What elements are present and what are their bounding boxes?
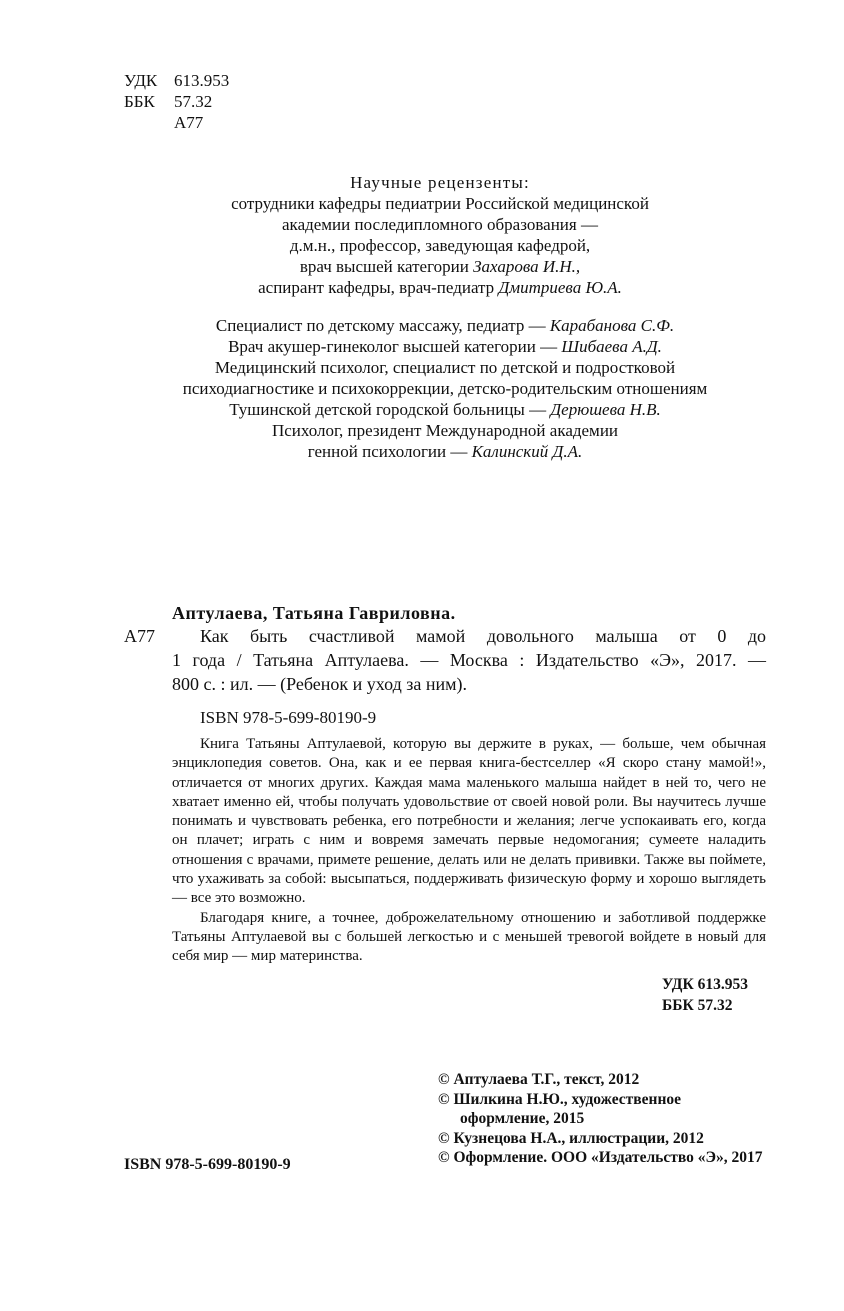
bibliography-entry [172, 624, 766, 696]
classification-codes [124, 70, 229, 133]
udk-value: 613.953 [174, 71, 230, 90]
reviewers-block [130, 172, 750, 298]
reviewers-line: сотрудники кафедры педиатрии Российской медицинской [231, 194, 649, 213]
annotation [172, 735, 766, 967]
reviewer-role: врач высшей категории [299, 257, 474, 276]
reviewer-role: аспирант кафедры, врач-педиатр [258, 278, 499, 297]
specialist-role: Психолог, президент Международной академии [271, 421, 619, 440]
specialist-line [120, 378, 770, 399]
reviewer-name: Захарова И.Н., [473, 257, 581, 276]
bibliography-line: 1 года / Татьяна Аптулаева. — Москва : Издательство «Э», 2017. — [172, 650, 766, 670]
copyright-line: © Кузнецова Н.А., иллюстрации, 2012 [438, 1129, 704, 1147]
annotation-paragraph: Книга Татьяны Аптулаевой, которую вы держите в руках, — больше, чем обычная энциклопедия советов. Она, как и ее первая книга-бестселлер «Я скоро стану мамой!», отличается от многих других. Каждая мама маленького малыша найдет в ней то, чего не хватает именно ей, чтобы получать удовольствие от своей новой роли. Вы научитесь лучше понимать и чувствовать ребенка, его потребности и желания; легче успокаивать его, когда он плачет; играть с ним и вовремя замечать первые недомогания; сумеете наладить отношения с врачами, примете решение, делать или не делать прививки. Также вы поймете, что ухаживать за собой: высыпаться, поддерживать физическую форму и хорошо выглядеть — все это возможно. [172, 736, 766, 907]
reviewers-title: Научные рецензенты: [350, 173, 530, 192]
author-mark-row [124, 112, 229, 133]
udk-label: УДК [124, 71, 158, 90]
specialist-role: Тушинской детской городской больницы — [229, 400, 551, 419]
specialist-name: Дерюшева Н.В. [550, 400, 661, 419]
specialist-line [120, 441, 770, 462]
reviewers-line: академии последипломного образования — [282, 215, 598, 234]
copyright-line: © Аптулаева Т.Г., текст, 2012 [438, 1071, 640, 1088]
reviewers-line [130, 277, 750, 298]
specialist-role: Врач акушер-гинеколог высшей категории — [228, 337, 562, 356]
copyrights-block [438, 1070, 768, 1168]
bibliography-author: Аптулаева, Татьяна Гавриловна. [172, 603, 456, 623]
specialist-line [120, 336, 770, 357]
copyright-line: © Оформление. ООО «Издательство «Э», 2017 [438, 1149, 763, 1166]
reviewers-line: д.м.н., профессор, заведующая кафедрой, [289, 236, 591, 255]
specialist-line [120, 420, 770, 441]
bibliography-isbn: ISBN 978-5-699-80190-9 [200, 708, 377, 727]
specialist-line [120, 399, 770, 420]
specialist-role: Специалист по детскому массажу, педиатр — [215, 316, 550, 335]
bibliography-mark: А77 [124, 626, 155, 646]
bibliography-line: 800 с. : ил. — (Ребенок и уход за ним). [172, 674, 467, 694]
specialist-name: Шибаева А.Д. [561, 337, 662, 356]
udk-row [124, 70, 229, 91]
author-mark: А77 [174, 113, 204, 132]
bbk-row [124, 91, 229, 112]
specialist-name: Карабанова С.Ф. [549, 316, 675, 335]
bbk-value: 57.32 [174, 92, 213, 111]
bottom-udk: УДК 613.953 [662, 976, 748, 993]
specialists-block [120, 315, 770, 462]
bbk-label: ББК [124, 92, 155, 111]
isbn-bottom: ISBN 978-5-699-80190-9 [124, 1156, 291, 1173]
specialist-name: Калинский Д.А. [471, 442, 583, 461]
reviewer-name: Дмитриева Ю.А. [498, 278, 622, 297]
reviewers-line [130, 256, 750, 277]
specialist-role: Медицинский психолог, специалист по детской и подростковой [214, 358, 676, 377]
bottom-codes [662, 974, 748, 1016]
specialist-line [120, 357, 770, 378]
bottom-bbk: ББК 57.32 [662, 997, 733, 1014]
specialist-role: генной психологии — [307, 442, 472, 461]
annotation-paragraph: Благодаря книге, а точнее, доброжелательному отношению и заботливой поддержке Татьяны Аптулаевой вы с большей легкостью и с меньшей тревогой войдете в новый для себя мир — мир материнства. [172, 909, 766, 965]
bibliography-line: Как быть счастливой мамой довольного малыша от 0 до [200, 626, 766, 646]
specialist-role: психодиагностике и психокоррекции, детско-родительским отношениям [182, 379, 708, 398]
copyright-line: © Шилкина Н.Ю., художественное оформление, 2015 [438, 1090, 682, 1127]
specialist-line [120, 315, 770, 336]
